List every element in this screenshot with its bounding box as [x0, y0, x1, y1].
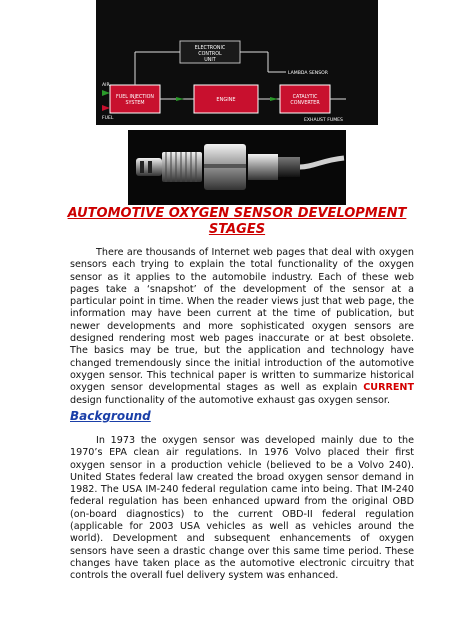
- intro-text-before: There are thousands of Internet web pages that deal with oxygen sensors each trying to explain the total functionality of the oxygen sensor as it applies to the automobile industry. Each of these web pages take a ‘snapshot’ of the development of the sensor at a particular point in time. When the reader views just that web page, the information may have been current at the time of publication, but newer developments and more sophisticated oxygen sensors are designed rendering most web pages inaccurate or at best obsolete. The basics may be true, but the application and technology have changed tremendously since the initial introduction of the automotive oxygen sensor. This technical paper is written to summarize historical oxygen sensor developmental stages as well as explain: [70, 247, 414, 394]
- oxygen-sensor-photo: [128, 130, 346, 205]
- document-title: [60, 206, 414, 238]
- current-highlight: CURRENT: [363, 382, 414, 394]
- fuel-label: FUEL: [102, 116, 114, 121]
- oxygen-sensor-system-diagram: [96, 0, 378, 125]
- ecu-label-2: CONTROL: [198, 52, 222, 57]
- catalytic-label-1: CATALYTIC: [292, 95, 318, 100]
- ecu-label-3: UNIT: [204, 58, 216, 63]
- lambda-label: LAMBDA SENSOR: [288, 71, 328, 76]
- intro-text-after: design functionality of the automotive exhaust gas oxygen sensor.: [70, 394, 391, 406]
- exhaust-label: EXHAUST FUMES: [304, 118, 343, 123]
- background-text: In 1973 the oxygen sensor was developed mainly due to the 1970’s EPA clean air regulations. In 1976 Volvo placed their first oxygen sensor in a production vehicle (believed to be a Volvo 240). United States federal law created the broad oxygen sensor demand in 1982. The USA IM-240 federal regulation came into being. That IM-240 federal regulation has been enhanced upward from the original OBD (on-board diagnostics) to the current OBD-II federal regulation (applicable for 2003 USA vehicles as well as vehicles around the world). Development and subsequent enhancements of oxygen sensors have seen a drastic change over this same time period. These changes have taken place as the automotive electronic circuitry that controls the overall fuel delivery system was enhanced.: [70, 435, 414, 582]
- background-paragraph: [70, 435, 414, 583]
- intro-paragraph: [70, 247, 414, 407]
- catalytic-label-2: CONVERTER: [290, 101, 320, 106]
- title-line-1: AUTOMOTIVE OXYGEN SENSOR DEVELOPMENT: [67, 206, 407, 221]
- ecu-label-1: ELECTRONIC: [194, 46, 226, 51]
- air-label: AIR: [102, 83, 110, 88]
- engine-label: ENGINE: [216, 97, 236, 103]
- fuel-injection-label-2: SYSTEM: [125, 101, 145, 106]
- title-line-2: STAGES: [208, 222, 266, 237]
- background-heading: Background: [70, 409, 151, 423]
- fuel-injection-label-1: FUEL INJECTION: [115, 95, 155, 100]
